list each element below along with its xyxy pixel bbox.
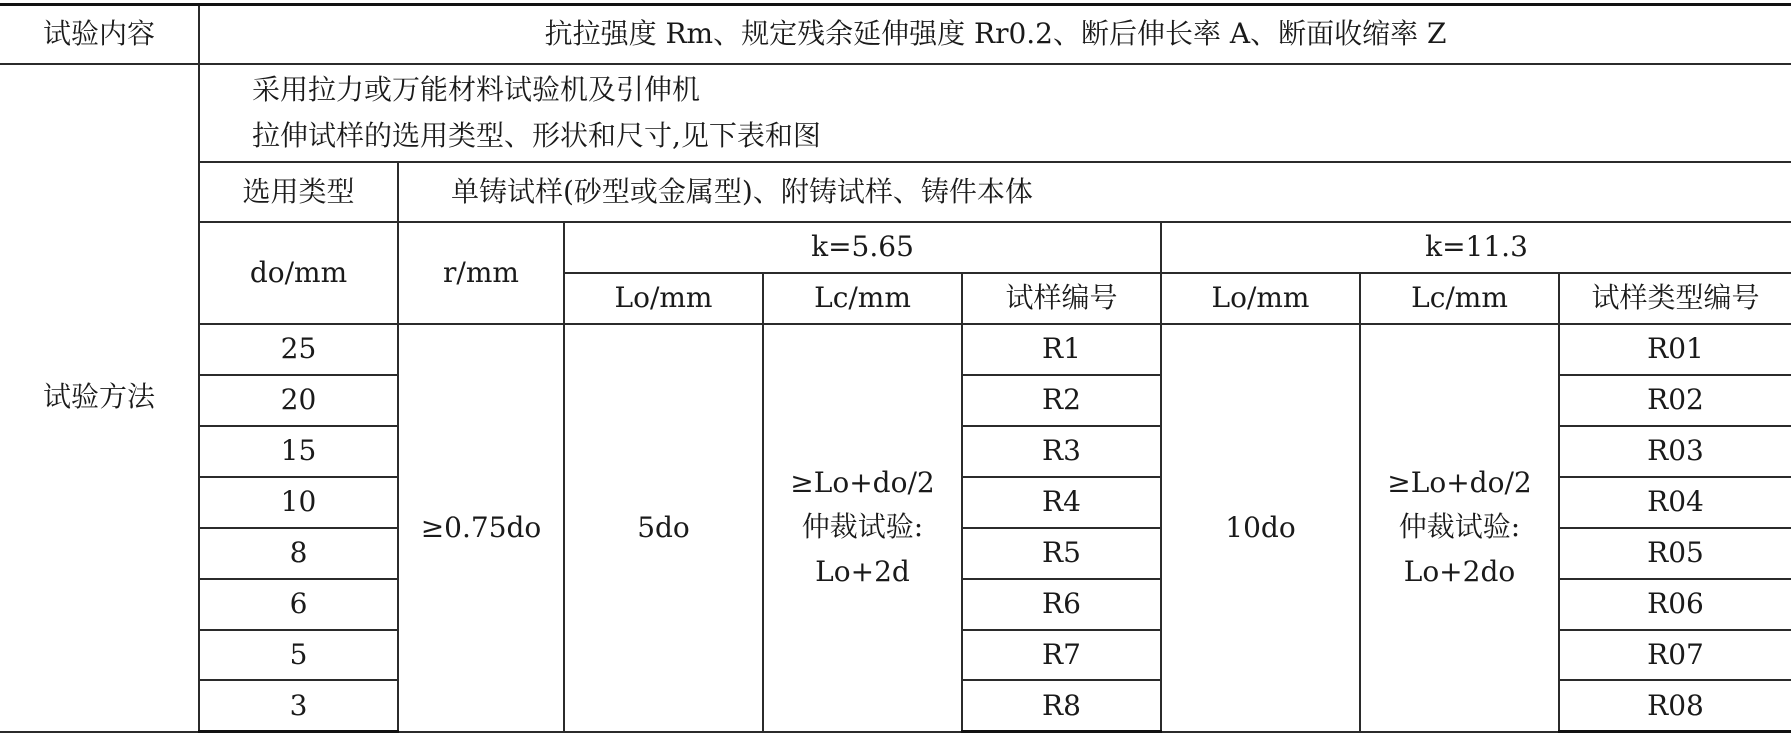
k2-Lo-value: 10do	[1161, 324, 1360, 732]
do-value: 3	[199, 680, 398, 731]
header-do: do/mm	[199, 222, 398, 324]
k2-specimen-id: R03	[1559, 426, 1791, 477]
k2-specimen-id: R06	[1559, 579, 1791, 630]
k2-specimen-id: R04	[1559, 477, 1791, 528]
k1-Lc-value	[763, 324, 962, 732]
test-content-text: 抗拉强度 Rm、规定残余延伸强度 Rr0.2、断后伸长率 A、断面收缩率 Z	[199, 5, 1791, 64]
k1-specimen-id: R5	[962, 528, 1161, 579]
do-value: 15	[199, 426, 398, 477]
k1-Lc-line-1: ≥Lo+do/2	[790, 465, 935, 499]
type-value: 单铸试样(砂型或金属型)、附铸试样、铸件本体	[398, 162, 1791, 222]
header-k1-Lo: Lo/mm	[564, 273, 763, 324]
header-k1-id: 试样编号	[962, 273, 1161, 324]
k1-specimen-id: R7	[962, 630, 1161, 681]
test-spec-table	[0, 3, 1791, 733]
do-value: 8	[199, 528, 398, 579]
k2-Lc-line-2: 仲裁试验:	[1398, 510, 1521, 544]
k2-specimen-id: R02	[1559, 375, 1791, 426]
k2-specimen-id: R01	[1559, 324, 1791, 375]
k2-Lc-value	[1360, 324, 1559, 732]
k1-specimen-id: R6	[962, 579, 1161, 630]
k2-Lc-line-3: Lo+2do	[1403, 555, 1516, 589]
header-group-k1: k=5.65	[564, 222, 1161, 273]
do-value: 20	[199, 375, 398, 426]
intro-line-2: 拉伸试样的选用类型、形状和尺寸,见下表和图	[252, 118, 821, 152]
do-value: 6	[199, 579, 398, 630]
k1-specimen-id: R1	[962, 324, 1161, 375]
type-label: 选用类型	[199, 162, 398, 222]
k2-specimen-id: R05	[1559, 528, 1791, 579]
k1-specimen-id: R4	[962, 477, 1161, 528]
do-value: 5	[199, 630, 398, 681]
k1-specimen-id: R2	[962, 375, 1161, 426]
header-k2-Lc: Lc/mm	[1360, 273, 1559, 324]
header-group-k2: k=11.3	[1161, 222, 1791, 273]
do-value: 10	[199, 477, 398, 528]
header-k2-Lo: Lo/mm	[1161, 273, 1360, 324]
k1-Lc-line-2: 仲裁试验:	[801, 510, 924, 544]
k1-Lo-value: 5do	[564, 324, 763, 732]
header-r: r/mm	[398, 222, 564, 324]
k1-specimen-id: R3	[962, 426, 1161, 477]
r-value: ≥0.75do	[398, 324, 564, 732]
intro-line-1: 采用拉力或万能材料试验机及引伸机	[252, 72, 701, 106]
do-value: 25	[199, 324, 398, 375]
k2-specimen-id: R07	[1559, 630, 1791, 681]
test-method-label: 试验方法	[0, 64, 199, 732]
k2-Lc-line-1: ≥Lo+do/2	[1387, 465, 1532, 499]
header-k2-id: 试样类型编号	[1559, 273, 1791, 324]
k2-specimen-id: R08	[1559, 680, 1791, 731]
k1-specimen-id: R8	[962, 680, 1161, 731]
test-method-intro	[199, 64, 1791, 162]
header-k1-Lc: Lc/mm	[763, 273, 962, 324]
test-content-label: 试验内容	[0, 5, 199, 64]
k1-Lc-line-3: Lo+2d	[815, 555, 910, 589]
